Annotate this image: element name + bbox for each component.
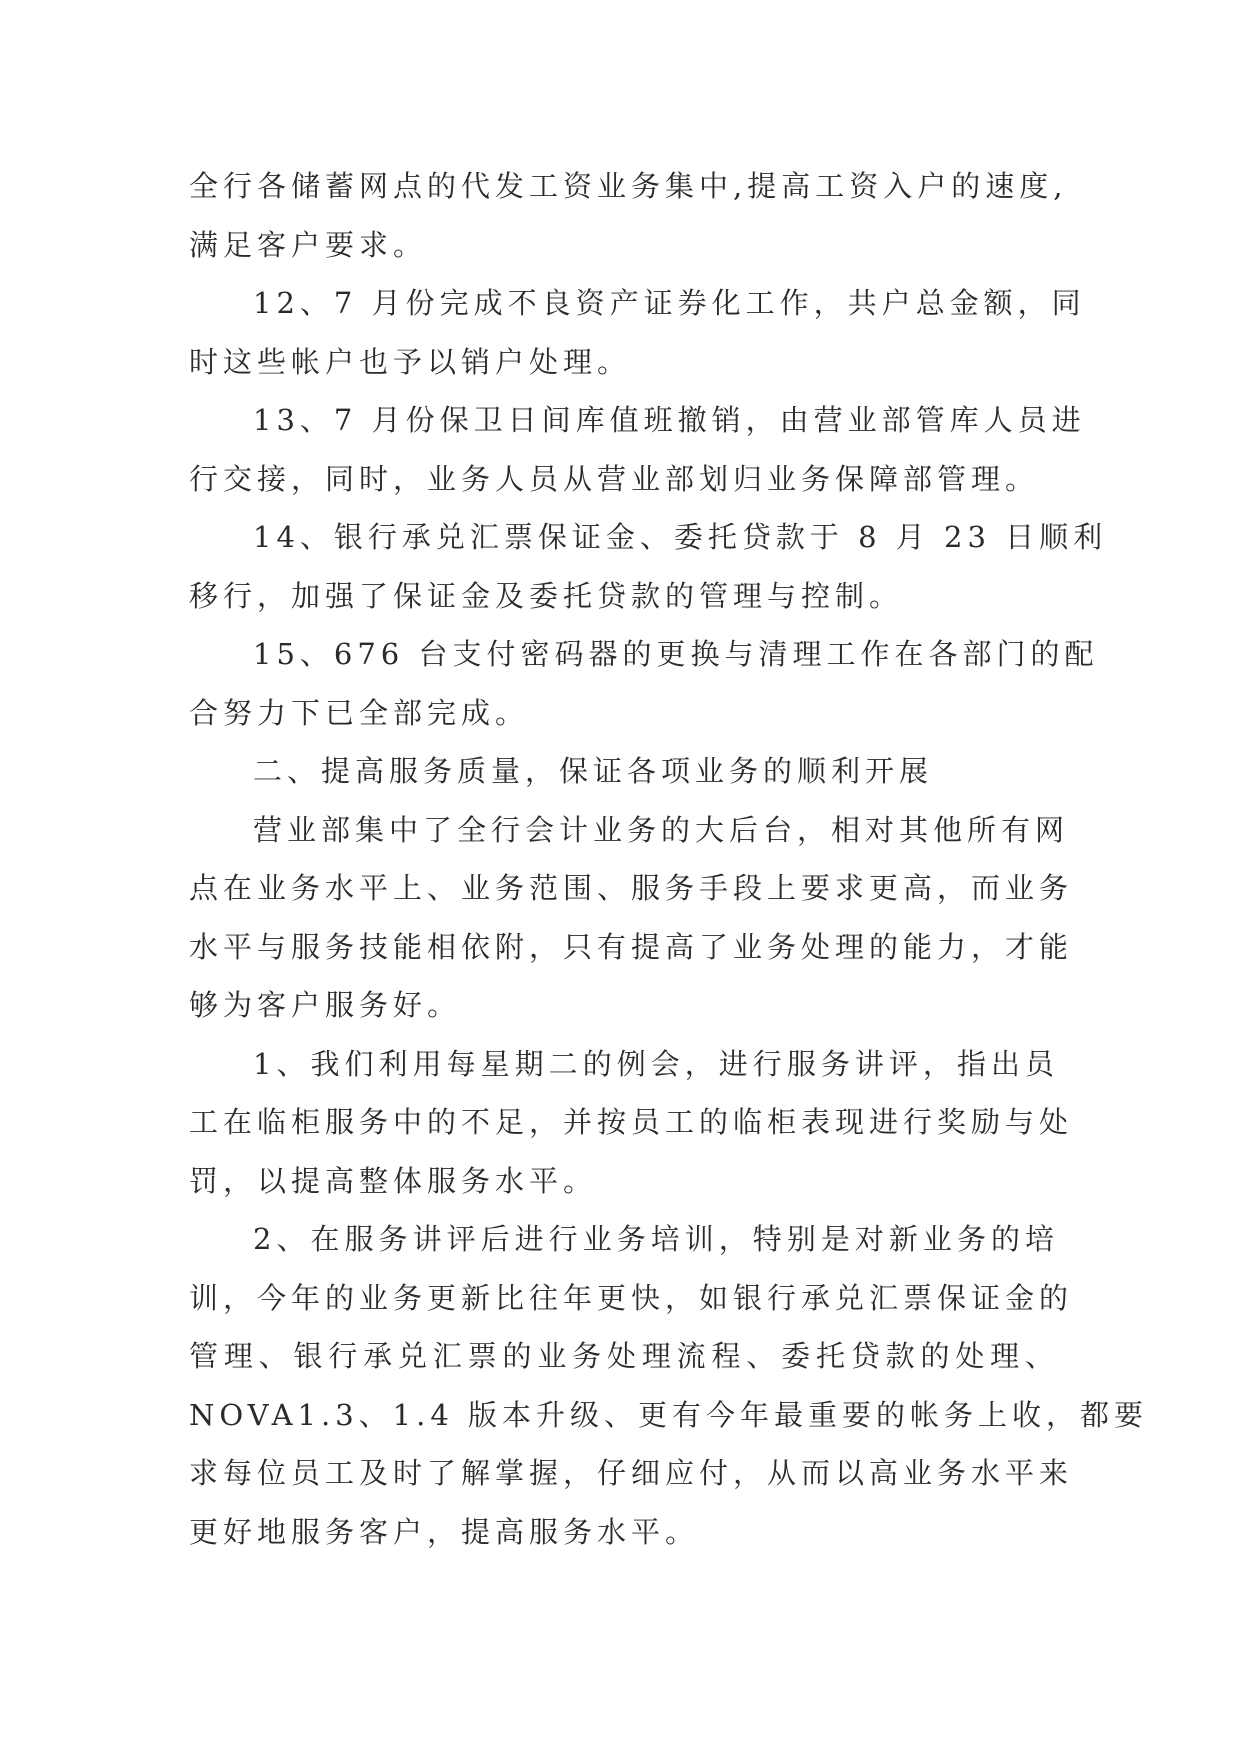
text-line: 15、676 台支付密码器的更换与清理工作在各部门的配 — [253, 637, 1099, 671]
text-line: 13、7 月份保卫日间库值班撤销，由营业部管库人员进 — [253, 403, 1086, 437]
paragraph-continuation — [189, 157, 1068, 274]
section-heading — [189, 742, 1059, 801]
paragraph-point-1 — [189, 1035, 1074, 1211]
text-line: 营业部集中了全行会计业务的大后台，相对其他所有网 — [253, 812, 1070, 847]
paragraph-point-2 — [189, 1210, 1149, 1561]
document-body — [189, 157, 1149, 1561]
paragraph-intro — [189, 801, 1074, 1035]
text-line: 1、我们利用每星期二的例会，进行服务讲评，指出员 — [253, 1046, 1059, 1081]
text-line: 点在业务水平上、业务范围、服务手段上要求更高，而业务 — [189, 871, 1074, 905]
paragraph-item-13 — [189, 391, 1086, 508]
text-line: 水平与服务技能相依附，只有提高了业务处理的能力，才能 — [189, 929, 1074, 964]
paragraph-item-14 — [189, 508, 1108, 625]
heading-line: 二、提高服务质量，保证各项业务的顺利开展 — [253, 754, 934, 788]
text-line: 移行，加强了保证金及委托贷款的管理与控制。 — [189, 578, 904, 613]
text-line: 时这些帐户也予以销户处理。 — [189, 344, 632, 379]
text-line: 够为客户服务好。 — [189, 988, 462, 1022]
text-line: 行交接，同时，业务人员从营业部划归业务保障部管理。 — [189, 461, 1040, 496]
text-line: NOVA1.3、1.4 版本升级、更有今年最重要的帐务上收，都要 — [189, 1397, 1149, 1432]
text-line: 工在临柜服务中的不足，并按员工的临柜表现进行奖励与处 — [189, 1105, 1074, 1139]
text-line: 训，今年的业务更新比往年更快，如银行承兑汇票保证金的 — [189, 1280, 1074, 1315]
text-line: 求每位员工及时了解掌握，仔细应付，从而以高业务水平来 — [189, 1456, 1074, 1490]
text-line: 12、7 月份完成不良资产证券化工作，共户总金额，同 — [253, 286, 1086, 320]
text-line: 14、银行承兑汇票保证金、委托贷款于 8 月 23 日顺利 — [253, 520, 1108, 554]
paragraph-item-12 — [189, 274, 1086, 391]
text-line: 全行各储蓄网点的代发工资业务集中,提高工资入户的速度, — [189, 169, 1068, 203]
text-line: 合努力下已全部完成。 — [189, 695, 530, 730]
text-line: 更好地服务客户，提高服务水平。 — [189, 1514, 700, 1549]
text-line: 满足客户要求。 — [189, 227, 428, 262]
text-line: 2、在服务讲评后进行业务培训，特别是对新业务的培 — [253, 1222, 1059, 1256]
text-line: 管理、银行承兑汇票的业务处理流程、委托贷款的处理、 — [189, 1339, 1059, 1373]
text-line: 罚，以提高整体服务水平。 — [189, 1163, 598, 1198]
paragraph-item-15 — [189, 625, 1099, 742]
